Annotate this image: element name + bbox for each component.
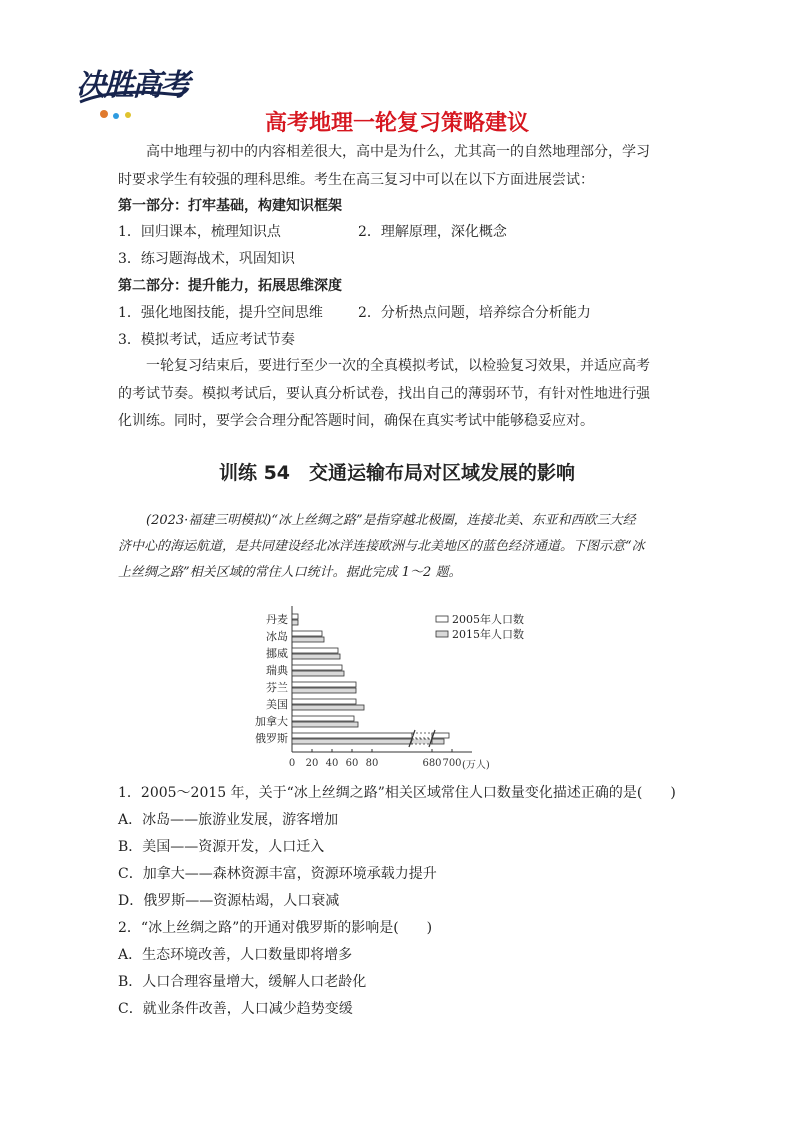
bar (292, 699, 356, 704)
question-1-option: C．加拿大——森林资源丰富，资源环境承载力提升 (118, 866, 437, 882)
bar (292, 614, 298, 619)
bar (432, 733, 449, 738)
category-label: 俄罗斯 (255, 732, 288, 745)
part2-item: 1．强化地图技能，提升空间思维 (118, 305, 323, 321)
bar (292, 665, 342, 670)
bar (292, 682, 356, 687)
question-1-option: B．美国——资源开发，人口迁入 (118, 839, 325, 855)
bar (292, 654, 340, 659)
question-1-option: D．俄罗斯——资源枯竭，人口衰减 (118, 893, 340, 909)
question-2-stem: 2．“冰上丝绸之路”的开通对俄罗斯的影响是( ) (118, 920, 433, 936)
x-unit-label: (万人) (462, 760, 490, 771)
page-title: 高考地理一轮复习策略建议 (264, 111, 529, 136)
part2-item: 2．分析热点问题，培养综合分析能力 (358, 305, 591, 321)
question-1-option: A．冰岛——旅游业发展，游客增加 (118, 812, 339, 828)
bar-break-segment (412, 739, 432, 744)
axis-break-mark (409, 730, 415, 747)
part2-item: 3．模拟考试，适应考试节奏 (118, 332, 295, 348)
intro-line-2: 时要求学生有较强的理科思维。考生在高三复习中可以在以下方面进展尝试： (118, 172, 594, 188)
question-2-option: B．人口合理容量增大，缓解人口老龄化 (118, 974, 367, 990)
x-tick-label: 40 (325, 758, 339, 769)
x-tick-label: 60 (345, 758, 359, 769)
question-1-stem: 1．2005～2015 年，关于“冰上丝绸之路”相关区域常住人口数量变化描述正确的是( ) (118, 785, 676, 801)
bar-break-segment (412, 733, 432, 738)
category-label: 加拿大 (255, 715, 288, 728)
category-label: 冰岛 (266, 630, 288, 643)
part1-item: 1．回归课本，梳理知识点 (118, 224, 281, 240)
closing-line-2: 的考试节奏。模拟考试后，要认真分析试卷，找出自己的薄弱环节，有针对性地进行强 (118, 386, 650, 402)
bar (292, 648, 338, 653)
passage-line-2: 济中心的海运航道，是共同建设经北冰洋连接欧洲与北美地区的蓝色经济通道。下图示意“冰 (118, 539, 645, 554)
x-tick-label: 20 (305, 758, 319, 769)
closing-line-3: 化训练。同时，要学会合理分配答题时间，确保在真实考试中能够稳妥应对。 (118, 413, 594, 429)
bar (292, 688, 356, 693)
bar (292, 739, 412, 744)
x-tick-label: 80 (365, 758, 379, 769)
question-2-option: A．生态环境改善，人口数量即将增多 (118, 947, 353, 963)
category-label: 丹麦 (266, 613, 288, 626)
bar (292, 716, 354, 721)
logo-text: 决胜高考 (76, 68, 188, 103)
part1-heading: 第一部分：打牢基础，构建知识框架 (118, 198, 342, 214)
population-bar-chart (240, 604, 560, 780)
axis-break-mark (429, 730, 435, 747)
bar (292, 733, 412, 738)
question-2-option: C．就业条件改善，人口减少趋势变缓 (118, 1001, 353, 1017)
x-tick-label: 0 (288, 758, 296, 769)
category-label: 美国 (266, 698, 288, 711)
bar (292, 671, 344, 676)
bar (292, 631, 322, 636)
bar (432, 739, 444, 744)
legend-label: 2005年人口数 (452, 613, 524, 626)
bar (292, 637, 324, 642)
passage-line-3: 上丝绸之路”相关区域的常住人口统计。据此完成 1～2 题。 (118, 565, 462, 580)
legend-label: 2015年人口数 (452, 628, 524, 641)
x-tick-label: 680 (422, 758, 442, 769)
category-label: 挪威 (266, 647, 288, 660)
passage-line-1: (2023·福建三明模拟)“冰上丝绸之路”是指穿越北极圈，连接北美、东亚和西欧三大经 (146, 513, 636, 528)
bar (292, 722, 358, 727)
bar (292, 620, 298, 625)
category-label: 芬兰 (266, 681, 288, 694)
section-title: 训练 54 交通运输布局对区域发展的影响 (218, 462, 576, 484)
category-label: 瑞典 (266, 664, 288, 677)
x-tick-label: 700 (442, 758, 462, 769)
legend-swatch (436, 616, 448, 622)
part2-heading: 第二部分：提升能力，拓展思维深度 (118, 278, 342, 294)
intro-line-1: 高中地理与初中的内容相差很大，高中是为什么，尤其高一的自然地理部分，学习 (146, 144, 650, 160)
part1-item: 3．练习题海战术，巩固知识 (118, 251, 295, 267)
bar (292, 705, 364, 710)
legend-swatch (436, 631, 448, 637)
closing-line-1: 一轮复习结束后，要进行至少一次的全真模拟考试，以检验复习效果，并适应高考 (146, 358, 650, 374)
part1-item: 2．理解原理，深化概念 (358, 224, 507, 240)
